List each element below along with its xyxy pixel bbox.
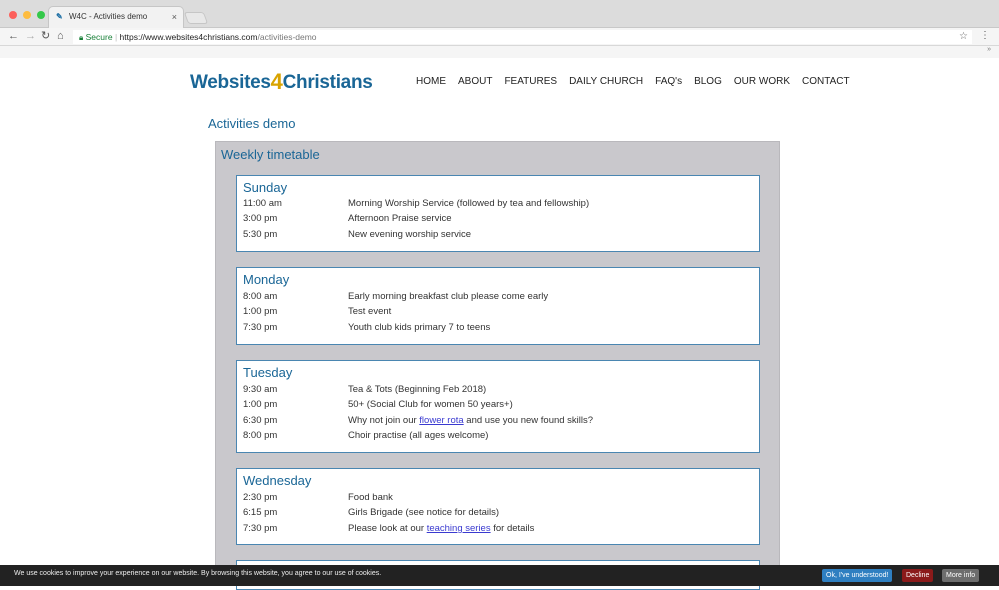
event-time: 6:15 pm xyxy=(243,507,278,518)
bookmark-star-icon[interactable]: ☆ xyxy=(959,31,968,42)
event-text: Early morning breakfast club please come early xyxy=(348,291,549,302)
list-item xyxy=(243,229,471,241)
weekly-timetable-panel xyxy=(215,141,780,571)
list-item xyxy=(243,306,391,318)
window-controls xyxy=(9,11,45,19)
event-text: Food bank xyxy=(348,492,393,503)
bookmarks-bar xyxy=(0,46,999,58)
list-item xyxy=(243,291,548,303)
nav-features[interactable]: FEATURES xyxy=(504,76,558,87)
event-time: 7:30 pm xyxy=(243,523,278,534)
day-name: Wednesday xyxy=(243,473,312,488)
bookmarks-overflow-icon[interactable]: » xyxy=(987,46,991,53)
event-time: 3:00 pm xyxy=(243,213,278,224)
list-item xyxy=(243,399,513,411)
event-time: 8:00 am xyxy=(243,291,278,302)
event-time: 1:00 pm xyxy=(243,306,278,317)
list-item xyxy=(243,507,499,519)
nav-about[interactable]: ABOUT xyxy=(458,76,493,87)
event-time: 8:00 pm xyxy=(243,430,278,441)
new-tab-button[interactable] xyxy=(184,12,208,24)
address-bar-row xyxy=(0,28,999,46)
event-time: 11:00 am xyxy=(243,198,282,209)
close-tab-icon[interactable]: × xyxy=(171,12,177,22)
event-text: for details xyxy=(490,523,535,534)
list-item xyxy=(243,384,486,396)
list-item xyxy=(243,213,452,225)
nav-faqs[interactable]: FAQ's xyxy=(655,76,683,87)
back-icon[interactable]: ← xyxy=(8,30,19,42)
minimize-window-button[interactable] xyxy=(23,11,31,19)
url-host: https://www.websites4christians.com xyxy=(119,32,258,42)
cookie-decline-button[interactable]: Decline xyxy=(902,569,933,582)
list-item xyxy=(243,198,589,210)
teaching-series-link[interactable]: teaching series xyxy=(426,523,491,534)
day-name: Monday xyxy=(243,272,290,287)
event-time: 1:00 pm xyxy=(243,399,278,410)
panel-title: Weekly timetable xyxy=(221,147,320,162)
list-item xyxy=(243,523,534,535)
event-time: 6:30 pm xyxy=(243,415,278,426)
site-logo[interactable] xyxy=(190,68,373,94)
event-text: Why not join our xyxy=(348,415,420,426)
lock-icon: 🔒︎ xyxy=(79,33,84,42)
event-time: 9:30 am xyxy=(243,384,278,395)
url-path: /activities-demo xyxy=(257,32,317,42)
list-item xyxy=(243,430,488,442)
nav-our-work[interactable]: OUR WORK xyxy=(733,76,790,87)
home-icon[interactable]: ⌂ xyxy=(57,30,64,42)
cookie-message: We use cookies to improve your experience on our website. By browsing this website, you agree to our use of cookies. xyxy=(14,570,382,577)
url-input[interactable]: 🔒︎ Secure | https://www.websites4christians.com/activities-demo ☆ xyxy=(73,30,972,44)
day-card-sunday xyxy=(236,175,760,252)
day-card-monday xyxy=(236,267,760,345)
event-text: Test event xyxy=(348,306,392,317)
list-item xyxy=(243,492,393,504)
cookie-consent-bar xyxy=(0,565,999,586)
browser-menu-icon[interactable]: ⋮ xyxy=(980,30,990,41)
day-card-wednesday xyxy=(236,468,760,545)
cookie-accept-button[interactable]: Ok, I've understood! xyxy=(822,569,892,582)
nav-home[interactable]: HOME xyxy=(416,76,446,87)
event-text: Youth club kids primary 7 to teens xyxy=(348,322,491,333)
event-text: Please look at our xyxy=(348,523,427,534)
event-text: Morning Worship Service (followed by tea and fellowship) xyxy=(348,198,590,209)
nav-blog[interactable]: BLOG xyxy=(694,76,722,87)
cookie-more-info-button[interactable]: More info xyxy=(942,569,979,582)
page-title: Activities demo xyxy=(208,116,296,131)
close-window-button[interactable] xyxy=(9,11,17,19)
main-nav xyxy=(416,76,850,87)
event-text: and use you new found skills? xyxy=(463,415,594,426)
tab-title: W4C - Activities demo xyxy=(69,12,148,21)
event-text: 50+ (Social Club for women 50 years+) xyxy=(348,399,513,410)
event-text: Afternoon Praise service xyxy=(348,213,452,224)
secure-label: Secure xyxy=(85,32,113,42)
list-item xyxy=(243,322,490,334)
event-text: Tea & Tots (Beginning Feb 2018) xyxy=(348,384,487,395)
day-card-tuesday xyxy=(236,360,760,453)
event-time: 5:30 pm xyxy=(243,229,278,240)
nav-contact[interactable]: CONTACT xyxy=(801,76,850,87)
flower-rota-link[interactable]: flower rota xyxy=(419,415,464,426)
logo-text-right: Christians xyxy=(282,72,373,93)
forward-icon[interactable]: → xyxy=(25,30,36,42)
browser-tab-bar xyxy=(0,0,999,28)
nav-daily-church[interactable]: DAILY CHURCH xyxy=(569,76,644,87)
logo-text-left: Websites xyxy=(190,72,271,93)
event-text: Choir practise (all ages welcome) xyxy=(348,430,489,441)
event-text: Girls Brigade (see notice for details) xyxy=(348,507,500,518)
reload-icon[interactable]: ↻ xyxy=(41,30,51,42)
event-time: 2:30 pm xyxy=(243,492,278,503)
day-name: Sunday xyxy=(243,180,288,195)
browser-tab[interactable] xyxy=(48,6,184,28)
maximize-window-button[interactable] xyxy=(37,11,45,19)
day-name: Tuesday xyxy=(243,365,293,380)
event-text: New evening worship service xyxy=(348,229,472,240)
list-item xyxy=(243,415,593,427)
site-favicon-icon: ✎ xyxy=(56,12,63,21)
event-time: 7:30 pm xyxy=(243,322,278,333)
logo-four: 4 xyxy=(270,69,283,94)
